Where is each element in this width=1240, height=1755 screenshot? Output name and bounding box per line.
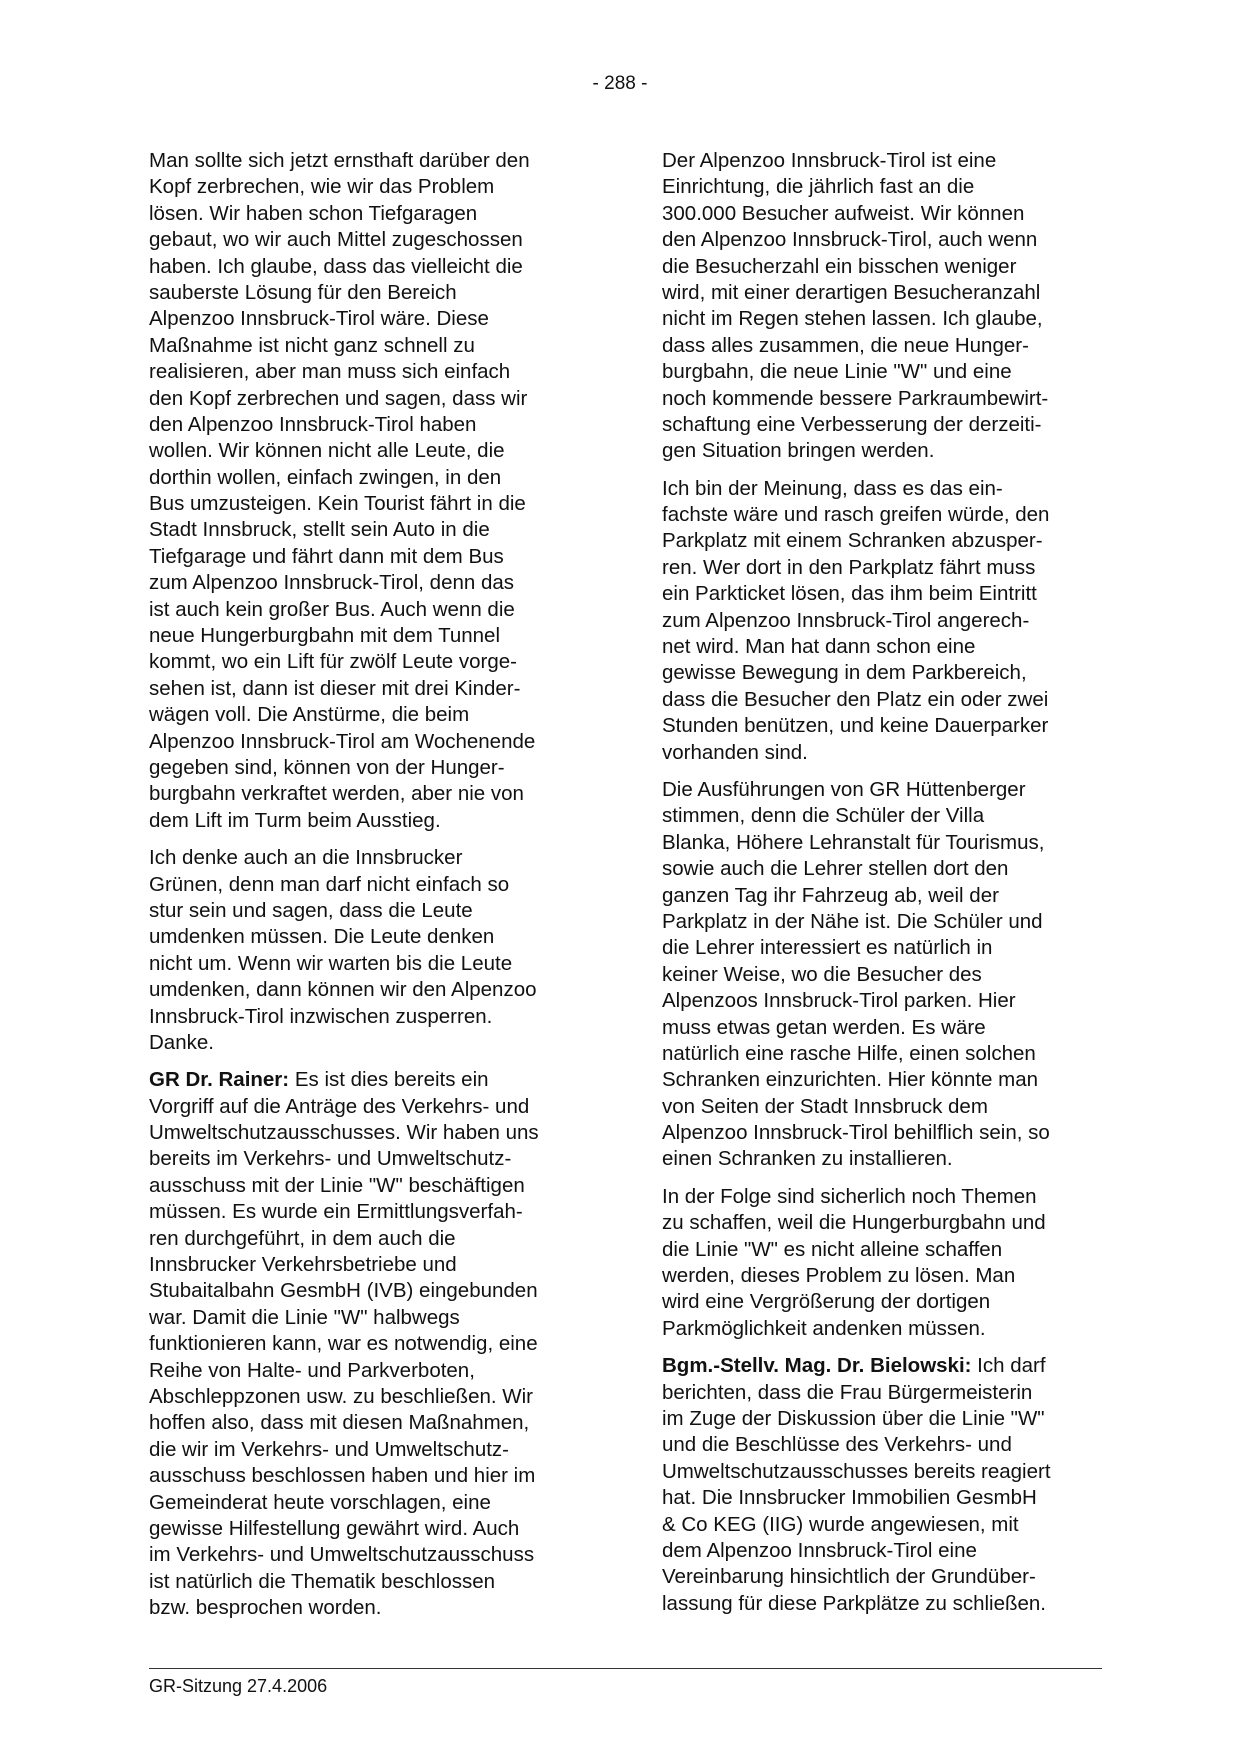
text-line (149, 491, 589, 517)
line-text: 300.000 Besucher aufweist. Wir können (662, 201, 1025, 225)
line-text: Alpenzoo Innsbruck-Tirol wäre. Diese (149, 307, 489, 331)
line-text: umdenken müssen. Die Leute denken (149, 925, 495, 949)
text-line (149, 1120, 589, 1146)
text-line (149, 386, 589, 412)
paragraph (149, 845, 589, 1056)
line-text: lassung für diese Parkplätze zu schließen. (662, 1591, 1047, 1615)
line-text: vorhanden sind. (662, 740, 808, 764)
text-line (662, 174, 1102, 200)
line-text: fachste wäre und rasch greifen würde, den (662, 503, 1050, 527)
line-text: Parkmöglichkeit andenken müssen. (662, 1316, 986, 1340)
line-text: sehen ist, dann ist dieser mit drei Kinder- (149, 676, 521, 700)
text-line (662, 1485, 1102, 1511)
text-line (149, 1252, 589, 1278)
text-line (149, 306, 589, 332)
line-text: realisieren, aber man muss sich einfach (149, 360, 511, 384)
text-line (149, 465, 589, 491)
text-line (662, 333, 1102, 359)
text-line (662, 713, 1102, 739)
text-line (149, 1463, 589, 1489)
line-text: dem Lift im Turm beim Ausstieg. (149, 808, 441, 832)
line-text: Der Alpenzoo Innsbruck-Tirol ist eine (662, 149, 997, 172)
line-text: dass alles zusammen, die neue Hunger- (662, 333, 1029, 357)
text-line (149, 1384, 589, 1410)
line-text: funktionieren kann, war es notwendig, eine (149, 1332, 538, 1356)
line-text: wird, mit einer derartigen Besucheranzahl (662, 280, 1041, 304)
footer-session-label: GR-Sitzung 27.4.2006 (149, 1676, 328, 1696)
text-line (662, 935, 1102, 961)
text-line (662, 1564, 1102, 1590)
text-line (149, 623, 589, 649)
text-line (662, 1289, 1102, 1315)
line-text: ganzen Tag ihr Fahrzeug ab, weil der (662, 883, 999, 907)
left-column (149, 148, 589, 1632)
text-line (149, 1030, 589, 1056)
text-line (662, 1406, 1102, 1432)
text-line (662, 359, 1102, 385)
line-text: hoffen also, dass mit diesen Maßnahmen, (149, 1411, 530, 1435)
text-line (662, 608, 1102, 634)
text-line (149, 729, 589, 755)
paragraph (662, 1353, 1102, 1617)
line-text: Alpenzoos Innsbruck-Tirol parken. Hier (662, 989, 1016, 1013)
line-text: Innsbrucker Verkehrsbetriebe und (149, 1253, 457, 1277)
text-line (149, 1490, 589, 1516)
text-line (662, 1184, 1102, 1210)
text-line (149, 333, 589, 359)
line-text: von Seiten der Stadt Innsbruck dem (662, 1094, 988, 1118)
line-text: Parkplatz mit einem Schranken abzusper- (662, 529, 1043, 553)
paragraph (149, 1067, 589, 1621)
text-line (149, 1146, 589, 1172)
line-text: müssen. Es wurde ein Ermittlungsverfah- (149, 1200, 523, 1224)
line-text: Stunden benützen, und keine Dauerparker (662, 714, 1049, 738)
text-line (149, 359, 589, 385)
line-text: burgbahn verkraftet werden, aber nie von (149, 782, 524, 806)
text-line (149, 951, 589, 977)
text-line (149, 1067, 589, 1093)
line-text: Reihe von Halte- und Parkverboten, (149, 1358, 475, 1382)
text-line (662, 280, 1102, 306)
paragraph (662, 777, 1102, 1173)
text-line (149, 702, 589, 728)
line-text: dem Alpenzoo Innsbruck-Tirol eine (662, 1538, 977, 1562)
text-line (149, 544, 589, 570)
text-line (662, 528, 1102, 554)
text-line (149, 280, 589, 306)
paragraph (662, 1184, 1102, 1342)
line-text: Bus umzusteigen. Kein Tourist fährt in die (149, 492, 526, 516)
text-line (662, 830, 1102, 856)
line-text: gewisse Bewegung in dem Parkbereich, (662, 661, 1027, 685)
line-text: wollen. Wir können nicht alle Leute, die (149, 439, 505, 463)
line-text: Innsbruck-Tirol inzwischen zusperren. (149, 1004, 493, 1028)
text-line (662, 148, 1102, 174)
line-text: Ich bin der Meinung, dass es das ein- (662, 476, 1003, 500)
text-line (149, 517, 589, 543)
line-text: sowie auch die Lehrer stellen dort den (662, 857, 1009, 881)
text-line (662, 1146, 1102, 1172)
line-text: Umweltschutzausschusses bereits reagiert (662, 1459, 1051, 1483)
line-text: die Linie "W" es nicht alleine schaffen (662, 1237, 1003, 1261)
line-text: ausschuss mit der Linie "W" beschäftigen (149, 1173, 525, 1197)
text-line (149, 1410, 589, 1436)
text-line (149, 201, 589, 227)
line-text: & Co KEG (IIG) wurde angewiesen, mit (662, 1512, 1019, 1536)
text-line (662, 254, 1102, 280)
line-text: den Alpenzoo Innsbruck-Tirol, auch wenn (662, 228, 1038, 252)
line-text: haben. Ich glaube, dass das vielleicht die (149, 254, 523, 278)
line-text: natürlich eine rasche Hilfe, einen solchen (662, 1041, 1036, 1065)
line-text: war. Damit die Linie "W" halbwegs (149, 1305, 460, 1329)
text-line (662, 803, 1102, 829)
line-text: hat. Die Innsbrucker Immobilien GesmbH (662, 1486, 1037, 1510)
line-text: lösen. Wir haben schon Tiefgaragen (149, 201, 478, 225)
text-line (662, 412, 1102, 438)
text-line (662, 1380, 1102, 1406)
text-line (149, 148, 589, 174)
line-text: In der Folge sind sicherlich noch Themen (662, 1184, 1037, 1208)
footer-divider (149, 1668, 1102, 1669)
text-line (149, 597, 589, 623)
text-line (149, 1437, 589, 1463)
text-line (149, 781, 589, 807)
text-line (149, 1542, 589, 1568)
text-line (149, 174, 589, 200)
line-text: noch kommende bessere Parkraumbewirt- (662, 386, 1049, 410)
paragraph (149, 148, 589, 834)
text-line (662, 1094, 1102, 1120)
line-text: gewisse Hilfestellung gewährt wird. Auch (149, 1516, 520, 1540)
text-line (149, 1226, 589, 1252)
line-text: sauberste Lösung für den Bereich (149, 280, 457, 304)
text-line (662, 201, 1102, 227)
text-line (149, 924, 589, 950)
line-text: wägen voll. Die Anstürme, die beim (149, 703, 470, 727)
text-line (662, 634, 1102, 660)
line-text: den Alpenzoo Innsbruck-Tirol haben (149, 412, 477, 436)
line-text: Umweltschutzausschusses. Wir haben uns (149, 1121, 539, 1145)
text-line (662, 988, 1102, 1014)
line-text: schaftung eine Verbesserung der derzeiti- (662, 412, 1042, 436)
text-line (662, 856, 1102, 882)
line-text: im Zuge der Diskussion über die Linie "W" (662, 1406, 1045, 1430)
text-line (149, 1278, 589, 1304)
line-text: bereits im Verkehrs- und Umweltschutz- (149, 1147, 512, 1171)
line-text: Schranken einzurichten. Hier könnte man (662, 1068, 1039, 1092)
line-text: Stubaitalbahn GesmbH (IVB) eingebunden (149, 1279, 538, 1303)
text-line (149, 676, 589, 702)
text-line (149, 412, 589, 438)
line-text: Danke. (149, 1030, 214, 1054)
text-line (662, 1041, 1102, 1067)
text-line (662, 1210, 1102, 1236)
text-line (149, 808, 589, 834)
text-line (662, 1591, 1102, 1617)
line-text: gebaut, wo wir auch Mittel zugeschossen (149, 228, 523, 252)
text-line (662, 1067, 1102, 1093)
text-line (662, 1432, 1102, 1458)
text-line (149, 1173, 589, 1199)
line-text: stimmen, denn die Schüler der Villa (662, 804, 985, 828)
text-line (662, 1120, 1102, 1146)
text-line (662, 555, 1102, 581)
text-line (149, 755, 589, 781)
speaker-name: Bgm.-Stellv. Mag. Dr. Bielowski: (662, 1354, 972, 1378)
line-text: Maßnahme ist nicht ganz schnell zu (149, 333, 475, 357)
line-text: Ich denke auch an die Innsbrucker (149, 846, 463, 870)
paragraph (662, 148, 1102, 465)
line-text: burgbahn, die neue Linie "W" und eine (662, 360, 1012, 384)
line-text: ist natürlich die Thematik beschlossen (149, 1569, 496, 1593)
text-line (149, 1331, 589, 1357)
text-line (149, 227, 589, 253)
text-line (662, 438, 1102, 464)
line-text: net wird. Man hat dann schon eine (662, 635, 976, 659)
text-line (662, 306, 1102, 332)
text-line (662, 502, 1102, 528)
line-text: bzw. besprochen worden. (149, 1596, 382, 1620)
text-line (149, 438, 589, 464)
line-text: wird eine Vergrößerung der dortigen (662, 1290, 991, 1314)
line-text: ren. Wer dort in den Parkplatz fährt muss (662, 555, 1036, 579)
line-text: Grünen, denn man darf nicht einfach so (149, 872, 510, 896)
text-line (662, 476, 1102, 502)
line-text: Einrichtung, die jährlich fast an die (662, 175, 975, 199)
line-text: Alpenzoo Innsbruck-Tirol am Wochenende (149, 729, 536, 753)
text-line (149, 898, 589, 924)
line-text: Die Ausführungen von GR Hüttenberger (662, 777, 1026, 801)
text-line (662, 581, 1102, 607)
text-line (149, 845, 589, 871)
text-line (662, 1538, 1102, 1564)
text-line (662, 1459, 1102, 1485)
line-text: nicht im Regen stehen lassen. Ich glaube, (662, 307, 1043, 331)
line-text: berichten, dass die Frau Bürgermeisterin (662, 1380, 1033, 1404)
line-text: zum Alpenzoo Innsbruck-Tirol, denn das (149, 571, 515, 595)
line-text: Abschleppzonen usw. zu beschließen. Wir (149, 1384, 534, 1408)
line-text: Alpenzoo Innsbruck-Tirol behilflich sein, so (662, 1121, 1050, 1145)
text-line (662, 1512, 1102, 1538)
line-text: nicht um. Wenn wir warten bis die Leute (149, 951, 513, 975)
right-column (662, 148, 1102, 1628)
text-line (149, 872, 589, 898)
line-text: ist auch kein großer Bus. Auch wenn die (149, 597, 515, 621)
text-line (662, 883, 1102, 909)
text-line (149, 649, 589, 675)
line-text: die wir im Verkehrs- und Umweltschutz- (149, 1437, 509, 1461)
text-line (149, 1358, 589, 1384)
text-line (149, 977, 589, 1003)
text-line (662, 1237, 1102, 1263)
line-text: zu schaffen, weil die Hungerburgbahn und (662, 1211, 1046, 1235)
line-text: Tiefgarage und fährt dann mit dem Bus (149, 544, 504, 568)
text-line (662, 777, 1102, 803)
text-line (149, 1569, 589, 1595)
text-line (149, 254, 589, 280)
line-text: Vorgriff auf die Anträge des Verkehrs- und (149, 1094, 530, 1118)
line-text: Ich darf (971, 1354, 1046, 1378)
text-line (662, 909, 1102, 935)
line-text: Gemeinderat heute vorschlagen, eine (149, 1490, 491, 1514)
text-line (149, 1004, 589, 1030)
text-line (662, 1015, 1102, 1041)
line-text: ein Parkticket lösen, das ihm beim Eintritt (662, 582, 1037, 606)
line-text: neue Hungerburgbahn mit dem Tunnel (149, 624, 501, 648)
text-line (662, 1263, 1102, 1289)
line-text: muss etwas getan werden. Es wäre (662, 1015, 986, 1039)
line-text: ausschuss beschlossen haben und hier im (149, 1464, 536, 1488)
line-text: Blanka, Höhere Lehranstalt für Tourismus, (662, 830, 1045, 854)
text-line (662, 1353, 1102, 1379)
text-line (662, 962, 1102, 988)
line-text: stur sein und sagen, dass die Leute (149, 898, 473, 922)
line-text: gegeben sind, können von der Hunger- (149, 755, 505, 779)
text-line (149, 1305, 589, 1331)
line-text: einen Schranken zu installieren. (662, 1147, 953, 1171)
line-text: gen Situation bringen werden. (662, 439, 935, 463)
paragraph (662, 476, 1102, 766)
text-line (662, 687, 1102, 713)
line-text: Es ist dies bereits ein (289, 1068, 489, 1092)
text-line (149, 570, 589, 596)
line-text: die Lehrer interessiert es natürlich in (662, 936, 993, 960)
text-line (149, 1199, 589, 1225)
line-text: dass die Besucher den Platz ein oder zwei (662, 687, 1049, 711)
line-text: Man sollte sich jetzt ernsthaft darüber den (149, 149, 530, 172)
line-text: den Kopf zerbrechen und sagen, dass wir (149, 386, 528, 410)
text-line (662, 227, 1102, 253)
line-text: und die Beschlüsse des Verkehrs- und (662, 1433, 1012, 1457)
text-line (662, 386, 1102, 412)
line-text: Stadt Innsbruck, stellt sein Auto in die (149, 518, 490, 542)
line-text: umdenken, dann können wir den Alpenzoo (149, 978, 537, 1002)
line-text: Vereinbarung hinsichtlich der Grundüber- (662, 1565, 1036, 1589)
line-text: kommt, wo ein Lift für zwölf Leute vorge- (149, 650, 518, 674)
line-text: dorthin wollen, einfach zwingen, in den (149, 465, 502, 489)
line-text: die Besucherzahl ein bisschen weniger (662, 254, 1017, 278)
text-line (662, 1316, 1102, 1342)
text-line (149, 1516, 589, 1542)
line-text: Kopf zerbrechen, wie wir das Problem (149, 175, 495, 199)
text-line (662, 740, 1102, 766)
line-text: keiner Weise, wo die Besucher des (662, 962, 982, 986)
line-text: ren durchgeführt, in dem auch die (149, 1226, 456, 1250)
line-text: werden, dieses Problem zu lösen. Man (662, 1264, 1016, 1288)
text-line (662, 660, 1102, 686)
speaker-name: GR Dr. Rainer: (149, 1068, 290, 1092)
line-text: im Verkehrs- und Umweltschutzausschuss (149, 1543, 535, 1567)
page-number: - 288 - (592, 73, 648, 94)
text-line (149, 1094, 589, 1120)
text-line (149, 1595, 589, 1621)
line-text: zum Alpenzoo Innsbruck-Tirol angerech- (662, 608, 1030, 632)
line-text: Parkplatz in der Nähe ist. Die Schüler und (662, 909, 1043, 933)
